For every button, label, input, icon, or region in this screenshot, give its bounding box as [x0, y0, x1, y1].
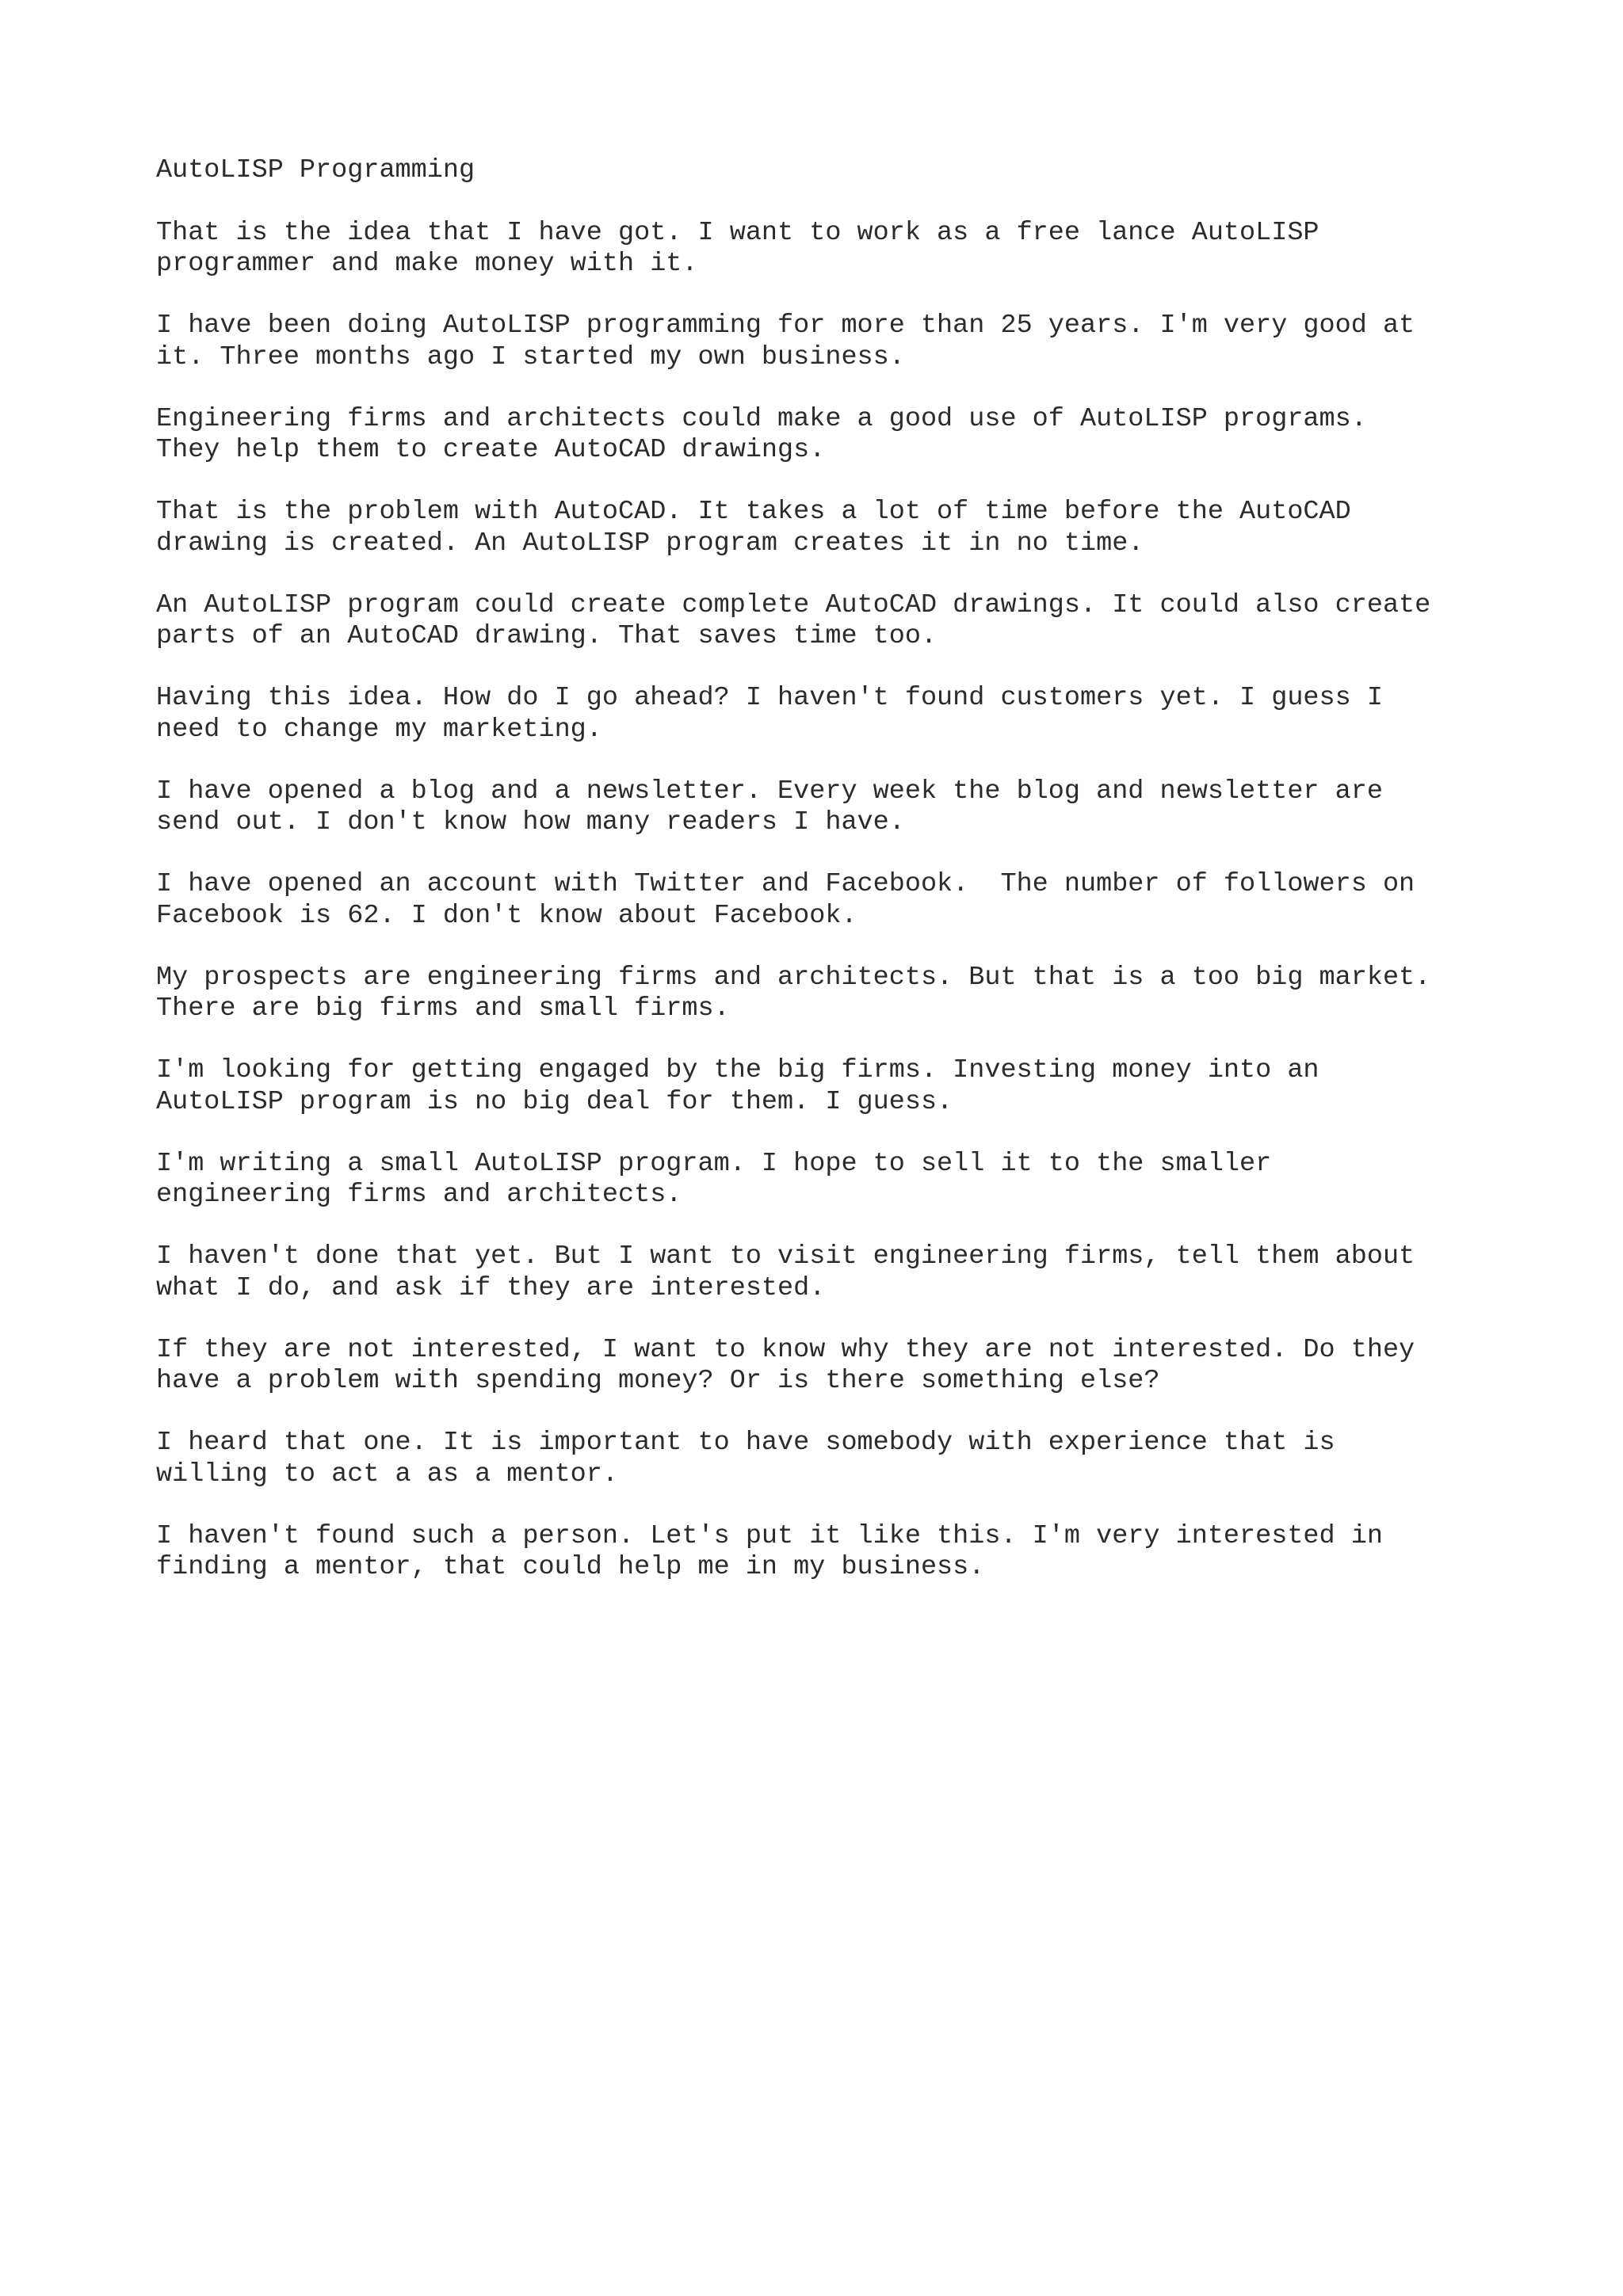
paragraph-line: AutoLISP program is no big deal for them. I guess.: [156, 1086, 953, 1117]
paragraph-line: I heard that one. It is important to have somebody with experience that is: [156, 1428, 1335, 1458]
paragraph-line: I'm writing a small AutoLISP program. I hope to sell it to the smaller: [156, 1148, 1272, 1179]
paragraph: [156, 1241, 1503, 1304]
paragraph: [156, 497, 1503, 559]
paragraph-line: parts of an AutoCAD drawing. That saves time too.: [156, 621, 938, 651]
paragraph-line: I have been doing AutoLISP programming for more than 25 years. I'm very good at: [156, 311, 1415, 341]
paragraph: [156, 1335, 1503, 1398]
paragraph: [156, 218, 1503, 280]
paragraph: [156, 683, 1503, 746]
paragraph-line: I have opened an account with Twitter and Facebook. The number of followers on: [156, 869, 1415, 899]
paragraph-line: I haven't done that yet. But I want to visit engineering firms, tell them about: [156, 1241, 1415, 1272]
paragraph-line: An AutoLISP program could create complete AutoCAD drawings. It could also create: [156, 589, 1431, 620]
paragraph-line: engineering firms and architects.: [156, 1180, 682, 1210]
paragraph-line: They help them to create AutoCAD drawings.: [156, 435, 826, 465]
paragraph: [156, 404, 1503, 467]
paragraph-line: drawing is created. An AutoLISP program creates it in no time.: [156, 528, 1144, 559]
paragraph-line: That is the problem with AutoCAD. It takes a lot of time before the AutoCAD: [156, 497, 1351, 527]
paragraph-line: need to change my marketing.: [156, 714, 602, 745]
paragraph-line: send out. I don't know how many readers I have.: [156, 807, 905, 837]
paragraph-line: Having this idea. How do I go ahead? I haven't found customers yet. I guess I: [156, 683, 1383, 713]
paragraph-line: I haven't found such a person. Let's put it like this. I'm very interested in: [156, 1520, 1383, 1551]
paragraph: [156, 776, 1503, 839]
paragraph-line: If they are not interested, I want to know why they are not interested. Do they: [156, 1334, 1415, 1365]
paragraph: [156, 590, 1503, 653]
paragraph: [156, 869, 1503, 932]
paragraph-line: have a problem with spending money? Or is there something else?: [156, 1366, 1160, 1396]
paragraph: [156, 1428, 1503, 1490]
paragraph-line: I have opened a blog and a newsletter. Every week the blog and newsletter are: [156, 776, 1383, 807]
paragraph: [156, 1149, 1503, 1211]
paragraph-line: willing to act a as a mentor.: [156, 1459, 618, 1489]
paragraph-line: I'm looking for getting engaged by the big firms. Investing money into an: [156, 1055, 1319, 1085]
paragraph-line: finding a mentor, that could help me in my business.: [156, 1552, 985, 1582]
paragraph: [156, 1055, 1503, 1118]
paragraph: [156, 1521, 1503, 1584]
document-body: [156, 155, 1503, 1614]
paragraph-line: Facebook is 62. I don't know about Facebook.: [156, 900, 857, 931]
paragraph: [156, 311, 1503, 373]
document-title: AutoLISP Programming: [156, 155, 475, 185]
paragraph-line: My prospects are engineering firms and architects. But that is a too big market.: [156, 962, 1431, 993]
paragraph: [156, 963, 1503, 1025]
paragraph-line: programmer and make money with it.: [156, 249, 698, 279]
paragraph-line: Engineering firms and architects could make a good use of AutoLISP programs.: [156, 403, 1367, 434]
paragraph-line: There are big firms and small firms.: [156, 994, 730, 1024]
paragraph-line: That is the idea that I have got. I want to work as a free lance AutoLISP: [156, 217, 1319, 248]
paragraph-line: what I do, and ask if they are interested.: [156, 1272, 826, 1303]
paragraph-line: it. Three months ago I started my own business.: [156, 341, 905, 372]
